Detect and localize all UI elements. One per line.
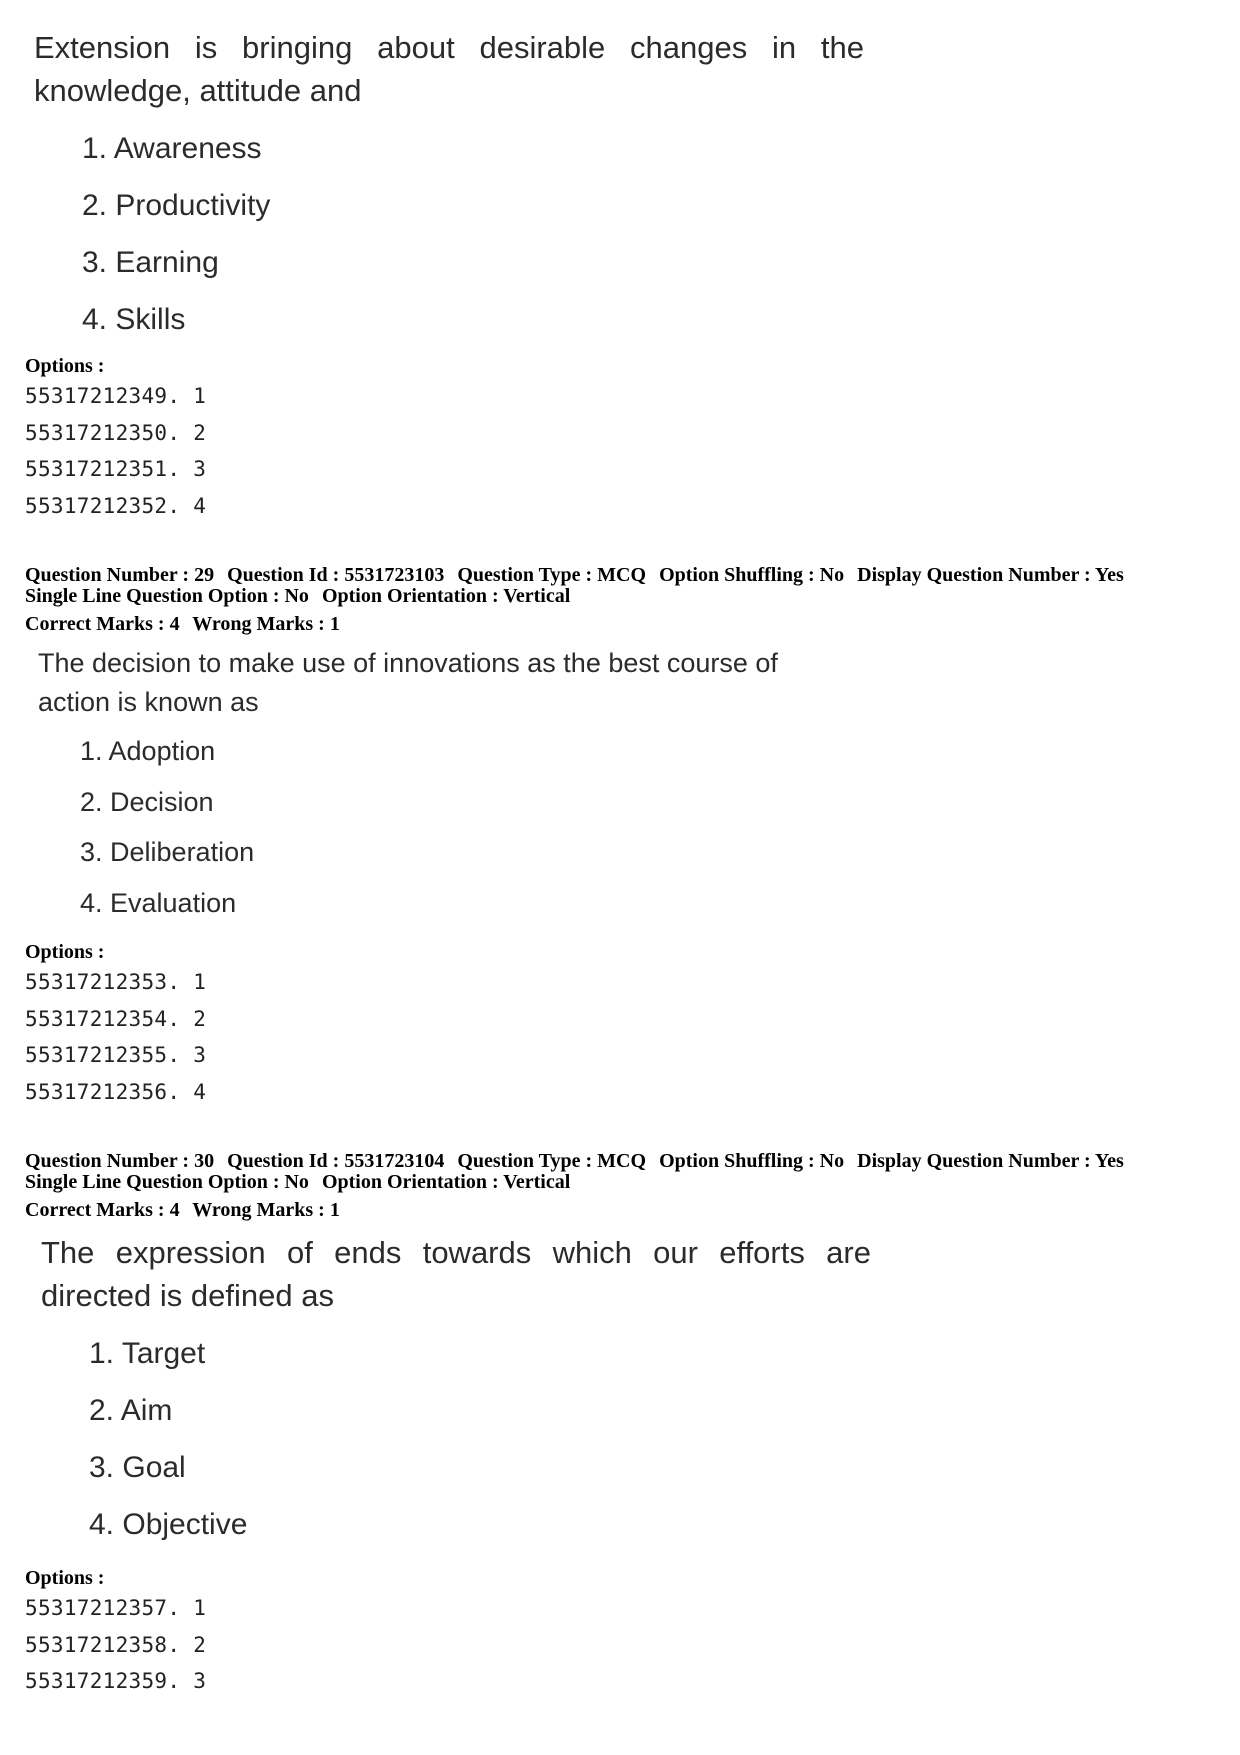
question-meta-line [25, 586, 578, 607]
option-id: 55317212352. 4 [25, 493, 207, 518]
option-orientation: Option Orientation : Vertical [321, 585, 571, 607]
question-number: Question Number : 29 [25, 564, 215, 586]
question-type: Question Type : MCQ [457, 1150, 647, 1172]
display-question-number: Display Question Number : Yes [857, 564, 1124, 586]
correct-marks: Correct Marks : 4 [25, 613, 180, 635]
question-text: Extension is bringing about desirable changes in the knowledge, attitude and [34, 30, 864, 108]
answer-choices [82, 126, 864, 354]
answer-choice: 3. Earning [82, 246, 219, 279]
answer-choice: 4. Skills [82, 303, 186, 336]
option-id: 55317212358. 2 [25, 1632, 207, 1657]
option-id: 55317212355. 3 [25, 1043, 207, 1067]
answer-choices [80, 731, 778, 933]
marks-line [25, 1200, 348, 1221]
question-id: Question Id : 5531723103 [227, 564, 445, 586]
options-label: Options : [25, 941, 105, 963]
answer-choice: 4. Objective [89, 1508, 248, 1541]
question-meta-line [25, 565, 1132, 586]
question-meta-line [25, 1172, 578, 1193]
option-id-list [25, 378, 206, 524]
option-id: 55317212350. 2 [25, 420, 207, 445]
option-shuffling: Option Shuffling : No [659, 564, 845, 586]
question-meta-line [25, 1151, 1132, 1172]
answer-choice: 2. Decision [80, 786, 214, 817]
question-image-3 [41, 1231, 871, 1559]
question-text: The decision to make use of innovations as the best course of action is known as [38, 648, 778, 717]
option-id: 55317212359. 3 [25, 1669, 207, 1693]
question-image-2 [38, 644, 778, 933]
answer-choice: 4. Evaluation [80, 887, 237, 918]
single-line-option: Single Line Question Option : No [25, 585, 309, 607]
options-label: Options : [25, 355, 105, 377]
options-label: Options : [25, 1567, 105, 1589]
correct-marks: Correct Marks : 4 [25, 1199, 180, 1221]
option-id: 55317212349. 1 [25, 384, 207, 408]
question-image-1 [34, 26, 864, 354]
option-id: 55317212354. 2 [25, 1006, 207, 1031]
option-id: 55317212357. 1 [25, 1596, 207, 1620]
marks-line [25, 614, 348, 635]
option-id-list [25, 964, 206, 1110]
answer-choice: 2. Productivity [82, 189, 271, 222]
question-type: Question Type : MCQ [457, 564, 647, 586]
question-number: Question Number : 30 [25, 1150, 215, 1172]
single-line-option: Single Line Question Option : No [25, 1171, 309, 1193]
option-id: 55317212356. 4 [25, 1079, 207, 1104]
wrong-marks: Wrong Marks : 1 [192, 613, 340, 635]
wrong-marks: Wrong Marks : 1 [192, 1199, 340, 1221]
display-question-number: Display Question Number : Yes [857, 1150, 1124, 1172]
option-id-list [25, 1590, 206, 1700]
option-id: 55317212353. 1 [25, 970, 207, 994]
answer-choice: 1. Awareness [82, 132, 262, 165]
option-id: 55317212351. 3 [25, 457, 207, 481]
answer-choice: 3. Deliberation [80, 837, 255, 867]
answer-choices [89, 1331, 871, 1559]
question-id: Question Id : 5531723104 [227, 1150, 445, 1172]
answer-choice: 2. Aim [89, 1394, 173, 1427]
answer-choice: 1. Adoption [80, 736, 216, 766]
answer-choice: 3. Goal [89, 1451, 186, 1484]
question-text: The expression of ends towards which our efforts are directed is defined as [41, 1235, 871, 1313]
option-shuffling: Option Shuffling : No [659, 1150, 845, 1172]
answer-choice: 1. Target [89, 1337, 206, 1370]
option-orientation: Option Orientation : Vertical [321, 1171, 571, 1193]
